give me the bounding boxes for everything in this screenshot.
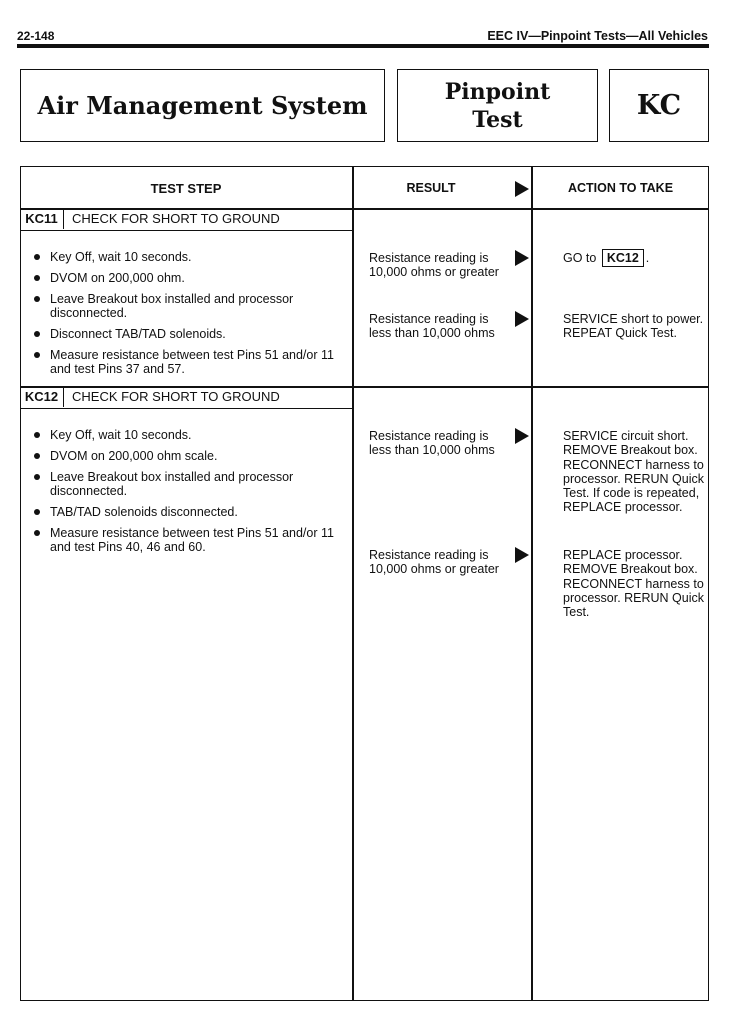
result-header: RESULT [406,181,456,195]
action-text: SERVICE short to power. REPEAT Quick Test. [563,312,704,341]
result-text: Resistance reading is less than 10,000 ohms [369,429,495,458]
instruction-item: Leave Breakout box installed and processor disconnected. [33,470,348,498]
instruction-item: Measure resistance between test Pins 51 and/or 11 and test Pins 40, 46 and 60. [33,526,348,554]
bullet-icon [34,474,40,480]
bullet-icon [34,509,40,515]
test-code: KC [636,90,682,121]
instruction-item: Key Off, wait 10 seconds. [33,428,348,442]
action-header: ACTION TO TAKE [567,181,674,195]
step-code: KC12 [20,386,64,407]
bullet-icon [34,296,40,302]
column-divider-1 [352,166,354,1001]
bullet-icon [34,432,40,438]
pinpoint-test-label [445,78,550,134]
running-head: EEC IV—Pinpoint Tests—All Vehicles [487,29,708,43]
system-title-box [20,69,385,142]
bullet-icon [34,254,40,260]
instruction-item: DVOM on 200,000 ohm scale. [33,449,348,463]
result-arrow-icon [515,311,529,327]
step-instructions [33,250,348,383]
result-arrow-icon [515,547,529,563]
result-text: Resistance reading is less than 10,000 ohms [369,312,495,341]
page-number: 22-148 [17,29,55,43]
test-code-box [609,69,709,142]
bullet-icon [34,453,40,459]
instruction-item: Disconnect TAB/TAD solenoids. [33,327,348,341]
pinpoint-test-box [397,69,598,142]
bullet-icon [34,352,40,358]
step-title-row [20,208,353,231]
step-title-row [20,386,353,409]
test-step-header: TEST STEP [150,181,222,196]
system-title: Air Management System [37,91,368,120]
header-arrow-icon [515,181,529,197]
instruction-item: DVOM on 200,000 ohm. [33,271,348,285]
step-instructions [33,428,348,561]
step-code: KC11 [20,208,64,229]
instruction-item: Measure resistance between test Pins 51 and/or 11 and test Pins 37 and 57. [33,348,348,376]
action-text [563,249,708,267]
pinpoint-line-2: Test [472,106,523,133]
step-reference-link[interactable]: KC12 [602,249,644,267]
step-title: CHECK FOR SHORT TO GROUND [72,211,280,226]
step-title: CHECK FOR SHORT TO GROUND [72,389,280,404]
bullet-icon [34,331,40,337]
result-text: Resistance reading is 10,000 ohms or greater [369,548,499,577]
instruction-item: Leave Breakout box installed and processor disconnected. [33,292,348,320]
result-arrow-icon [515,428,529,444]
instruction-item: TAB/TAD solenoids disconnected. [33,505,348,519]
header-rule [17,44,709,48]
bullet-icon [34,530,40,536]
result-text: Resistance reading is 10,000 ohms or greater [369,251,499,280]
column-divider-2 [531,166,533,1001]
action-suffix: . [645,251,650,265]
action-text: REPLACE processor. REMOVE Breakout box. RECONNECT harness to processor. RERUN Quick Test. [563,548,705,620]
action-prefix: GO to [563,251,597,265]
result-arrow-icon [515,250,529,266]
pinpoint-line-1: Pinpoint [444,78,551,105]
action-text: SERVICE circuit short. REMOVE Breakout box. RECONNECT harness to processor. RERUN Quick Test. If code is repeated, REPLACE processor. [563,429,705,515]
bullet-icon [34,275,40,281]
instruction-item: Key Off, wait 10 seconds. [33,250,348,264]
